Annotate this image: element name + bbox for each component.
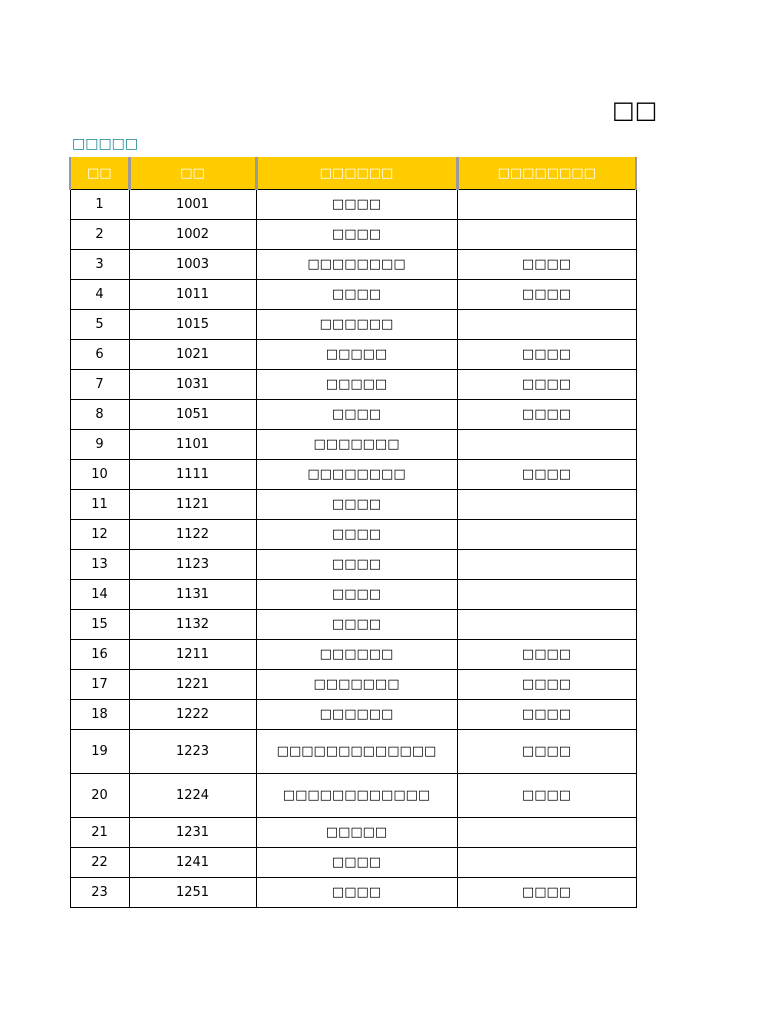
cell-seq: 15: [70, 610, 129, 640]
cell-code: 1122: [129, 520, 256, 550]
cell-seq: 2: [70, 220, 129, 250]
table-row: [70, 774, 636, 818]
cell-seq: 7: [70, 370, 129, 400]
cell-name: □□□□□□□□: [256, 250, 457, 280]
cell-name: □□□□: [256, 550, 457, 580]
cell-category: □□□□: [457, 774, 636, 818]
cell-seq: 3: [70, 250, 129, 280]
cell-code: 1011: [129, 280, 256, 310]
cell-seq: 5: [70, 310, 129, 340]
cell-category: [457, 490, 636, 520]
cell-code: 1031: [129, 370, 256, 400]
cell-name: □□□□: [256, 610, 457, 640]
table-row: [70, 190, 636, 220]
cell-seq: 12: [70, 520, 129, 550]
cell-code: 1132: [129, 610, 256, 640]
cell-seq: 11: [70, 490, 129, 520]
table-row: [70, 580, 636, 610]
cell-code: 1021: [129, 340, 256, 370]
table-row: [70, 250, 636, 280]
header-seq: □□: [70, 157, 129, 190]
table-row: [70, 310, 636, 340]
cell-category: [457, 520, 636, 550]
cell-code: 1231: [129, 818, 256, 848]
table-row: [70, 280, 636, 310]
cell-name: □□□□□□□□□□□□□: [256, 730, 457, 774]
cell-category: [457, 550, 636, 580]
cell-code: 1241: [129, 848, 256, 878]
cell-name: □□□□□□: [256, 310, 457, 340]
cell-seq: 21: [70, 818, 129, 848]
cell-category: [457, 818, 636, 848]
cell-name: □□□□□: [256, 370, 457, 400]
cell-category: □□□□: [457, 640, 636, 670]
cell-category: [457, 310, 636, 340]
table-row: [70, 460, 636, 490]
cell-code: 1251: [129, 878, 256, 908]
cell-code: 1223: [129, 730, 256, 774]
page-title: □□: [612, 96, 658, 124]
cell-category: □□□□: [457, 460, 636, 490]
cell-name: □□□□: [256, 878, 457, 908]
cell-seq: 6: [70, 340, 129, 370]
cell-seq: 10: [70, 460, 129, 490]
table-row: [70, 430, 636, 460]
table-row: [70, 370, 636, 400]
cell-seq: 22: [70, 848, 129, 878]
header-category: □□□□□□□□: [457, 157, 636, 190]
cell-name: □□□□□: [256, 818, 457, 848]
section-label: □□□□□: [72, 136, 139, 152]
cell-seq: 14: [70, 580, 129, 610]
cell-category: □□□□: [457, 700, 636, 730]
table-row: [70, 640, 636, 670]
cell-category: □□□□: [457, 250, 636, 280]
cell-category: □□□□: [457, 878, 636, 908]
cell-seq: 4: [70, 280, 129, 310]
cell-category: [457, 610, 636, 640]
table-row: [70, 340, 636, 370]
cell-name: □□□□: [256, 520, 457, 550]
cell-name: □□□□□□□: [256, 670, 457, 700]
cell-category: □□□□: [457, 400, 636, 430]
cell-code: 1123: [129, 550, 256, 580]
cell-category: [457, 430, 636, 460]
cell-name: □□□□□□: [256, 700, 457, 730]
table-row: [70, 848, 636, 878]
cell-category: [457, 190, 636, 220]
cell-category: [457, 580, 636, 610]
cell-seq: 19: [70, 730, 129, 774]
cell-code: 1211: [129, 640, 256, 670]
cell-name: □□□□□□□: [256, 430, 457, 460]
cell-name: □□□□□□□□□□□□: [256, 774, 457, 818]
table-row: [70, 550, 636, 580]
table-row: [70, 700, 636, 730]
cell-code: 1221: [129, 670, 256, 700]
cell-code: 1002: [129, 220, 256, 250]
cell-name: □□□□: [256, 848, 457, 878]
table-body: [70, 190, 636, 908]
cell-seq: 16: [70, 640, 129, 670]
cell-name: □□□□: [256, 490, 457, 520]
cell-seq: 13: [70, 550, 129, 580]
cell-seq: 9: [70, 430, 129, 460]
table-header-row: [70, 157, 636, 190]
cell-code: 1121: [129, 490, 256, 520]
table-row: [70, 730, 636, 774]
cell-seq: 18: [70, 700, 129, 730]
cell-category: □□□□: [457, 280, 636, 310]
cell-seq: 1: [70, 190, 129, 220]
table-row: [70, 878, 636, 908]
cell-code: 1001: [129, 190, 256, 220]
table-row: [70, 490, 636, 520]
cell-category: [457, 220, 636, 250]
table-row: [70, 220, 636, 250]
cell-name: □□□□□□: [256, 640, 457, 670]
cell-name: □□□□: [256, 580, 457, 610]
cell-code: 1101: [129, 430, 256, 460]
cell-name: □□□□: [256, 220, 457, 250]
cell-name: □□□□: [256, 400, 457, 430]
header-code: □□: [129, 157, 256, 190]
cell-category: □□□□: [457, 370, 636, 400]
table-row: [70, 520, 636, 550]
cell-category: [457, 848, 636, 878]
cell-category: □□□□: [457, 730, 636, 774]
cell-code: 1131: [129, 580, 256, 610]
table-row: [70, 670, 636, 700]
cell-seq: 17: [70, 670, 129, 700]
table-row: [70, 610, 636, 640]
cell-name: □□□□□: [256, 340, 457, 370]
cell-name: □□□□: [256, 280, 457, 310]
accounts-table: [69, 157, 637, 908]
cell-seq: 8: [70, 400, 129, 430]
cell-category: □□□□: [457, 340, 636, 370]
cell-code: 1003: [129, 250, 256, 280]
cell-code: 1051: [129, 400, 256, 430]
cell-category: □□□□: [457, 670, 636, 700]
cell-code: 1224: [129, 774, 256, 818]
cell-code: 1015: [129, 310, 256, 340]
cell-code: 1111: [129, 460, 256, 490]
table-row: [70, 818, 636, 848]
cell-name: □□□□: [256, 190, 457, 220]
cell-seq: 20: [70, 774, 129, 818]
table-row: [70, 400, 636, 430]
header-name: □□□□□□: [256, 157, 457, 190]
cell-name: □□□□□□□□: [256, 460, 457, 490]
cell-seq: 23: [70, 878, 129, 908]
cell-code: 1222: [129, 700, 256, 730]
